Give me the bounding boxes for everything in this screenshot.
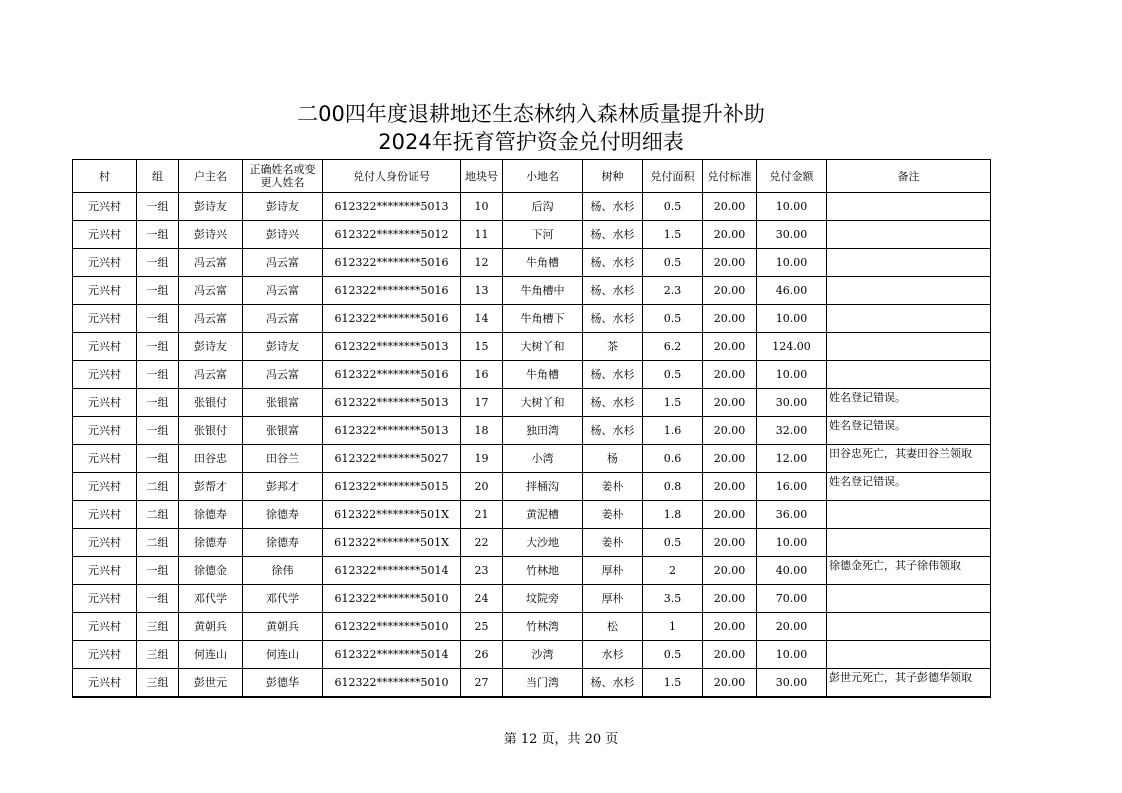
cell-household-head: 冯云富 [179,249,243,277]
cell-amount: 16.00 [757,473,827,501]
cell-place-name: 竹林湾 [503,613,583,641]
cell-household-head: 徐德寿 [179,501,243,529]
table-row [73,641,991,669]
table-row [73,389,991,417]
cell-id-number: 612322********5010 [323,613,461,641]
cell-area: 1.5 [643,389,703,417]
cell-amount: 10.00 [757,361,827,389]
cell-area: 0.5 [643,361,703,389]
cell-village: 元兴村 [73,221,137,249]
cell-amount: 30.00 [757,389,827,417]
cell-group: 二组 [137,473,179,501]
header-plot-number: 地块号 [461,160,503,193]
header-village: 村 [73,160,137,193]
cell-household-head: 冯云富 [179,305,243,333]
cell-village: 元兴村 [73,585,137,613]
cell-group: 一组 [137,417,179,445]
cell-village: 元兴村 [73,669,137,698]
cell-village: 元兴村 [73,333,137,361]
cell-standard: 20.00 [703,193,757,221]
cell-amount: 10.00 [757,305,827,333]
cell-standard: 20.00 [703,249,757,277]
header-id-number: 兑付人身份证号 [323,160,461,193]
cell-village: 元兴村 [73,445,137,473]
title-line-2: 2024年抚育管护资金兑付明细表 [378,130,684,154]
cell-correct-name: 张银富 [243,417,323,445]
table-row [73,445,991,473]
cell-group: 一组 [137,585,179,613]
cell-remarks [827,641,991,669]
cell-plot-number: 19 [461,445,503,473]
cell-household-head: 何连山 [179,641,243,669]
cell-standard: 20.00 [703,613,757,641]
cell-place-name: 黄泥槽 [503,501,583,529]
cell-tree-species: 厚朴 [583,585,643,613]
cell-remarks: 姓名登记错误。 [827,417,991,445]
cell-place-name: 坟院旁 [503,585,583,613]
cell-household-head: 彭帮才 [179,473,243,501]
cell-area: 1.5 [643,669,703,698]
cell-group: 一组 [137,361,179,389]
cell-place-name: 小湾 [503,445,583,473]
cell-village: 元兴村 [73,389,137,417]
cell-standard: 20.00 [703,641,757,669]
cell-remarks [827,529,991,557]
cell-standard: 20.00 [703,585,757,613]
cell-amount: 10.00 [757,249,827,277]
cell-group: 一组 [137,305,179,333]
cell-village: 元兴村 [73,641,137,669]
cell-remarks [827,249,991,277]
cell-remarks [827,333,991,361]
cell-id-number: 612322********5016 [323,305,461,333]
header-remarks: 备注 [827,160,991,193]
cell-tree-species: 杨、水杉 [583,249,643,277]
cell-group: 一组 [137,445,179,473]
cell-tree-species: 杨、水杉 [583,417,643,445]
cell-group: 三组 [137,641,179,669]
cell-amount: 46.00 [757,277,827,305]
cell-group: 一组 [137,389,179,417]
cell-household-head: 田谷忠 [179,445,243,473]
cell-area: 0.5 [643,641,703,669]
header-household-head: 户主名 [179,160,243,193]
cell-id-number: 612322********5010 [323,585,461,613]
cell-plot-number: 24 [461,585,503,613]
cell-correct-name: 冯云富 [243,277,323,305]
cell-tree-species: 杨、水杉 [583,669,643,698]
cell-standard: 20.00 [703,389,757,417]
table-row [73,529,991,557]
cell-correct-name: 彭诗友 [243,333,323,361]
cell-tree-species: 杨 [583,445,643,473]
cell-id-number: 612322********5013 [323,389,461,417]
cell-plot-number: 18 [461,417,503,445]
cell-correct-name: 邓代学 [243,585,323,613]
cell-group: 三组 [137,613,179,641]
cell-group: 一组 [137,221,179,249]
table-row [73,669,991,698]
cell-id-number: 612322********5015 [323,473,461,501]
cell-amount: 124.00 [757,333,827,361]
table-row [73,417,991,445]
cell-area: 1.6 [643,417,703,445]
cell-amount: 30.00 [757,669,827,698]
table-row [73,501,991,529]
cell-amount: 36.00 [757,501,827,529]
cell-standard: 20.00 [703,557,757,585]
cell-id-number: 612322********5010 [323,669,461,698]
cell-tree-species: 姜朴 [583,501,643,529]
cell-village: 元兴村 [73,613,137,641]
cell-area: 0.5 [643,529,703,557]
cell-standard: 20.00 [703,473,757,501]
cell-place-name: 大沙地 [503,529,583,557]
cell-household-head: 徐德金 [179,557,243,585]
cell-tree-species: 茶 [583,333,643,361]
cell-correct-name: 彭诗兴 [243,221,323,249]
header-standard: 兑付标准 [703,160,757,193]
cell-household-head: 冯云富 [179,277,243,305]
cell-plot-number: 15 [461,333,503,361]
cell-group: 三组 [137,669,179,698]
cell-correct-name: 彭诗友 [243,193,323,221]
cell-id-number: 612322********5014 [323,641,461,669]
cell-plot-number: 23 [461,557,503,585]
cell-area: 2 [643,557,703,585]
cell-plot-number: 14 [461,305,503,333]
cell-plot-number: 10 [461,193,503,221]
cell-place-name: 牛角槽中 [503,277,583,305]
cell-area: 1.5 [643,221,703,249]
cell-place-name: 大树丫和 [503,333,583,361]
cell-id-number: 612322********5016 [323,249,461,277]
cell-correct-name: 何连山 [243,641,323,669]
cell-correct-name: 冯云富 [243,249,323,277]
table-row [73,305,991,333]
cell-correct-name: 冯云富 [243,305,323,333]
cell-plot-number: 25 [461,613,503,641]
cell-group: 一组 [137,557,179,585]
cell-place-name: 沙湾 [503,641,583,669]
cell-village: 元兴村 [73,361,137,389]
cell-plot-number: 16 [461,361,503,389]
cell-group: 一组 [137,333,179,361]
cell-tree-species: 杨、水杉 [583,277,643,305]
cell-correct-name: 徐德寿 [243,529,323,557]
cell-id-number: 612322********5013 [323,333,461,361]
cell-id-number: 612322********501X [323,529,461,557]
cell-standard: 20.00 [703,277,757,305]
cell-remarks: 彭世元死亡，其子彭德华领取 [827,669,991,698]
cell-household-head: 张银付 [179,389,243,417]
cell-remarks [827,193,991,221]
cell-correct-name: 徐伟 [243,557,323,585]
cell-correct-name: 彭德华 [243,669,323,698]
cell-group: 二组 [137,529,179,557]
cell-place-name: 大树丫和 [503,389,583,417]
cell-place-name: 下河 [503,221,583,249]
cell-correct-name: 黄朝兵 [243,613,323,641]
cell-tree-species: 杨、水杉 [583,221,643,249]
cell-household-head: 彭世元 [179,669,243,698]
cell-standard: 20.00 [703,417,757,445]
cell-correct-name: 徐德寿 [243,501,323,529]
cell-place-name: 牛角槽 [503,249,583,277]
cell-amount: 32.00 [757,417,827,445]
cell-standard: 20.00 [703,669,757,698]
header-group: 组 [137,160,179,193]
cell-remarks [827,221,991,249]
cell-plot-number: 27 [461,669,503,698]
cell-tree-species: 杨、水杉 [583,389,643,417]
cell-place-name: 牛角槽下 [503,305,583,333]
table-row [73,277,991,305]
cell-plot-number: 17 [461,389,503,417]
header-place-name: 小地名 [503,160,583,193]
cell-plot-number: 12 [461,249,503,277]
cell-area: 6.2 [643,333,703,361]
cell-remarks [827,277,991,305]
cell-tree-species: 厚朴 [583,557,643,585]
cell-correct-name: 张银富 [243,389,323,417]
cell-amount: 10.00 [757,193,827,221]
cell-remarks [827,585,991,613]
cell-standard: 20.00 [703,361,757,389]
cell-tree-species: 姜朴 [583,473,643,501]
cell-area: 2.3 [643,277,703,305]
cell-village: 元兴村 [73,557,137,585]
cell-place-name: 牛角槽 [503,361,583,389]
cell-place-name: 当门湾 [503,669,583,698]
page-footer: 第 12 页，共 20 页 [503,732,619,747]
cell-standard: 20.00 [703,221,757,249]
cell-tree-species: 水杉 [583,641,643,669]
cell-remarks [827,501,991,529]
cell-village: 元兴村 [73,277,137,305]
cell-amount: 70.00 [757,585,827,613]
table-body [73,193,991,698]
table-row [73,221,991,249]
table-row [73,557,991,585]
cell-area: 3.5 [643,585,703,613]
cell-place-name: 独田湾 [503,417,583,445]
cell-id-number: 612322********5013 [323,193,461,221]
cell-group: 二组 [137,501,179,529]
cell-household-head: 彭诗友 [179,193,243,221]
cell-group: 一组 [137,193,179,221]
cell-area: 1.8 [643,501,703,529]
cell-household-head: 彭诗兴 [179,221,243,249]
cell-remarks: 徐德金死亡，其子徐伟领取 [827,557,991,585]
cell-plot-number: 26 [461,641,503,669]
cell-plot-number: 21 [461,501,503,529]
header-correct-name: 正确姓名或变更人姓名 [243,160,323,193]
cell-tree-species: 姜朴 [583,529,643,557]
table-row [73,193,991,221]
cell-household-head: 张银付 [179,417,243,445]
cell-group: 一组 [137,249,179,277]
table-row [73,333,991,361]
cell-tree-species: 杨、水杉 [583,305,643,333]
cell-amount: 40.00 [757,557,827,585]
cell-household-head: 冯云富 [179,361,243,389]
cell-remarks: 田谷忠死亡，其妻田谷兰领取 [827,445,991,473]
cell-tree-species: 杨、水杉 [583,361,643,389]
title-line-1: 二00四年度退耕地还生态林纳入森林质量提升补助 [297,102,765,126]
cell-remarks [827,305,991,333]
table-row [73,613,991,641]
cell-area: 0.6 [643,445,703,473]
cell-plot-number: 11 [461,221,503,249]
table-row [73,473,991,501]
cell-standard: 20.00 [703,529,757,557]
cell-correct-name: 田谷兰 [243,445,323,473]
cell-standard: 20.00 [703,305,757,333]
cell-id-number: 612322********5013 [323,417,461,445]
cell-household-head: 邓代学 [179,585,243,613]
cell-remarks [827,361,991,389]
cell-standard: 20.00 [703,445,757,473]
cell-id-number: 612322********501X [323,501,461,529]
cell-household-head: 黄朝兵 [179,613,243,641]
cell-area: 0.5 [643,193,703,221]
cell-group: 一组 [137,277,179,305]
table-row [73,361,991,389]
header-tree-species: 树种 [583,160,643,193]
cell-plot-number: 22 [461,529,503,557]
cell-id-number: 612322********5016 [323,277,461,305]
cell-standard: 20.00 [703,333,757,361]
cell-household-head: 徐德寿 [179,529,243,557]
table-row [73,585,991,613]
cell-amount: 30.00 [757,221,827,249]
cell-village: 元兴村 [73,249,137,277]
header-row [73,160,991,193]
cell-village: 元兴村 [73,305,137,333]
cell-plot-number: 13 [461,277,503,305]
cell-id-number: 612322********5027 [323,445,461,473]
header-amount: 兑付金额 [757,160,827,193]
cell-tree-species: 杨、水杉 [583,193,643,221]
cell-place-name: 竹林地 [503,557,583,585]
cell-correct-name: 彭邦才 [243,473,323,501]
cell-village: 元兴村 [73,501,137,529]
cell-tree-species: 松 [583,613,643,641]
cell-amount: 20.00 [757,613,827,641]
cell-village: 元兴村 [73,417,137,445]
cell-place-name: 后沟 [503,193,583,221]
cell-remarks: 姓名登记错误。 [827,389,991,417]
cell-remarks: 姓名登记错误。 [827,473,991,501]
payment-detail-table [72,159,991,698]
cell-household-head: 彭诗友 [179,333,243,361]
cell-village: 元兴村 [73,193,137,221]
cell-village: 元兴村 [73,473,137,501]
cell-area: 1 [643,613,703,641]
cell-area: 0.5 [643,249,703,277]
cell-plot-number: 20 [461,473,503,501]
cell-place-name: 拌桶沟 [503,473,583,501]
cell-area: 0.8 [643,473,703,501]
table-row [73,249,991,277]
cell-remarks [827,613,991,641]
header-area: 兑付面积 [643,160,703,193]
cell-standard: 20.00 [703,501,757,529]
cell-id-number: 612322********5012 [323,221,461,249]
cell-id-number: 612322********5014 [323,557,461,585]
cell-village: 元兴村 [73,529,137,557]
cell-amount: 10.00 [757,641,827,669]
cell-area: 0.5 [643,305,703,333]
cell-amount: 10.00 [757,529,827,557]
cell-id-number: 612322********5016 [323,361,461,389]
cell-amount: 12.00 [757,445,827,473]
cell-correct-name: 冯云富 [243,361,323,389]
